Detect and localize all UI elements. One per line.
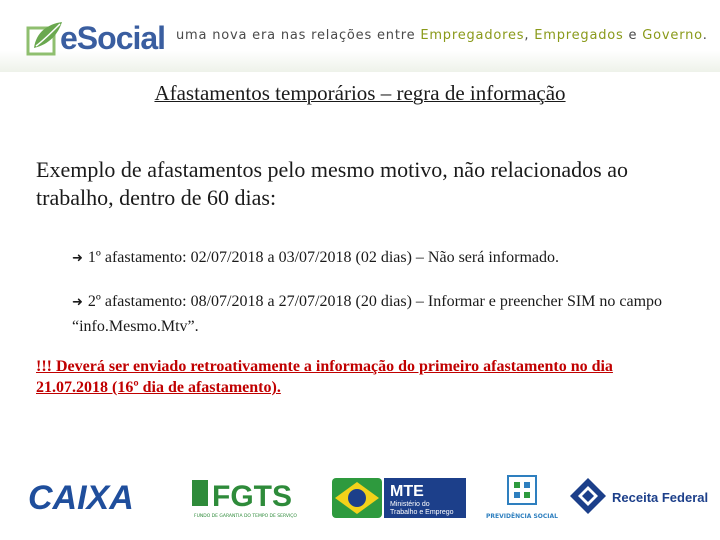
tagline-employees: Empregados [534, 28, 624, 43]
previdencia-logo-text: PREVIDÊNCIA SOCIAL [486, 513, 558, 520]
caixa-logo-text: CAIXA [28, 479, 134, 517]
fgts-subtitle: FUNDO DE GARANTIA DO TEMPO DE SERVIÇO [194, 514, 297, 519]
caixa-logo [28, 478, 170, 517]
intro-paragraph: Exemplo de afastamentos pelo mesmo motivo, não relacionados ao trabalho, dentro de 60 dias: [36, 157, 629, 210]
mte-subtitle-1: Ministério do [390, 501, 430, 508]
header-tagline [176, 28, 708, 43]
header-banner [0, 0, 720, 72]
footer-logos [0, 468, 720, 528]
receita-federal-emblem-icon [570, 478, 606, 514]
esocial-logo [26, 18, 166, 58]
esocial-logo-text: eSocial [60, 20, 166, 56]
tagline-sep: , [524, 28, 535, 43]
bullet-second-leave-text: 2º afastamento: 08/07/2018 a 27/07/2018 (20 dias) – Informar e preencher SIM no campo “info.Mesmo.Mtv”. [72, 293, 663, 335]
mte-logo [330, 474, 468, 522]
mte-subtitle-2: Trabalho e Emprego [390, 509, 454, 516]
previdencia-emblem-icon [508, 476, 536, 504]
bullet-first-leave-text: 1º afastamento: 02/07/2018 a 03/07/2018 (02 dias) – Não será informado. [87, 249, 559, 266]
slide-title: Afastamentos temporários – regra de informação [154, 81, 566, 105]
fgts-mark-icon [192, 480, 208, 506]
warning-note: !!! Deverá ser enviado retroativamente a informação do primeiro afastamento no dia 21.07.2018 (16º dia de afastamento). [36, 358, 613, 396]
bullet-first-leave [72, 246, 559, 271]
bullet-second-leave [72, 290, 672, 339]
fgts-logo-text: FGTS [212, 480, 292, 513]
tagline-and: e [623, 28, 643, 43]
tagline-end: . [702, 28, 708, 43]
arrow-right-icon: ➜ [72, 251, 83, 266]
receita-federal-logo [568, 476, 709, 520]
receita-federal-logo-text: Receita Federal [612, 490, 709, 505]
tagline-government: Governo [642, 28, 703, 43]
mte-logo-text: MTE [390, 483, 424, 500]
tagline-text: uma nova era nas relações entre [176, 28, 421, 43]
previdencia-social-logo [484, 474, 560, 524]
tagline-employers: Empregadores [420, 28, 525, 43]
fgts-logo [192, 478, 312, 520]
arrow-right-icon: ➜ [72, 295, 83, 310]
